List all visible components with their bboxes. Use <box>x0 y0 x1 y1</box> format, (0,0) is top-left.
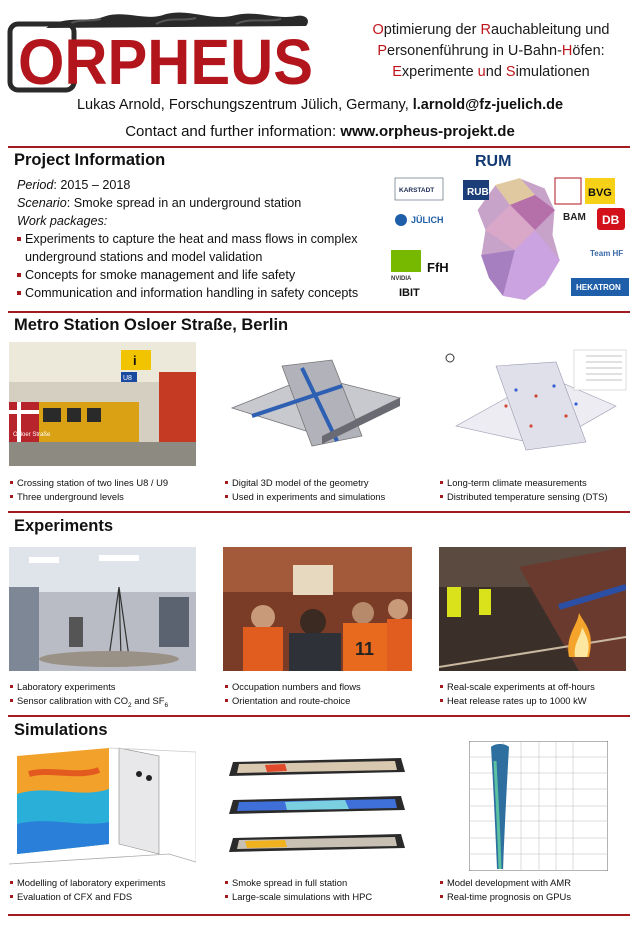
orpheus-logo <box>6 10 318 96</box>
title-line-1: Optimierung der Rauchableitung und <box>372 22 610 38</box>
crowd-photo <box>223 547 412 671</box>
simulations-caption-2 <box>225 876 425 903</box>
list-item: Digital 3D model of the geometry <box>225 476 425 490</box>
list-item: Sensor calibration with $CO_2$ and $SF_6$ <box>10 694 210 712</box>
partners-map <box>385 150 635 308</box>
rub-logo: RUB <box>467 187 489 198</box>
work-packages-label: Work packages: <box>17 214 108 228</box>
juelich-logo: JÜLICH <box>411 215 444 225</box>
list-item: Smoke spread in full station <box>225 876 425 890</box>
list-item: Evaluation of CFX and FDS <box>10 890 210 904</box>
list-item: Crossing station of two lines U8 / U9 <box>10 476 210 490</box>
list-item: Three underground levels <box>10 490 210 504</box>
lab-simulation-render <box>9 744 196 868</box>
ffh-logo: FfH <box>427 260 449 275</box>
author-line: Lukas Arnold, Forschungszentrum Jülich, Germany, l.arnold@fz-juelich.de <box>76 97 564 113</box>
list-item: Distributed temperature sensing (DTS) <box>440 490 640 504</box>
project-info-heading: Project Information <box>14 151 166 169</box>
laboratory-photo <box>9 547 196 671</box>
section-divider <box>8 146 630 148</box>
station-caption-2 <box>225 476 425 503</box>
simulations-heading: Simulations <box>14 721 108 739</box>
scenario-line: Scenario: Smoke spread in an underground station <box>17 196 302 210</box>
experiments-caption-2 <box>225 680 425 707</box>
list-item: Real-time prognosis on GPUs <box>440 890 640 904</box>
project-url[interactable]: www.orpheus-projekt.de <box>340 123 515 140</box>
experiments-caption-3 <box>440 680 640 707</box>
project-info-text <box>17 176 397 302</box>
period-line: Period: 2015 – 2018 <box>17 178 131 192</box>
station-heading: Metro Station Osloer Straße, Berlin <box>14 316 289 334</box>
experiments-heading: Experiments <box>14 517 114 535</box>
work-packages-list <box>17 230 397 302</box>
platform-photo <box>9 342 196 466</box>
list-item: Communication and information handling in safety concepts <box>17 284 397 302</box>
hekatron-logo: HEKATRON <box>576 283 621 292</box>
bvg-logo: BVG <box>588 187 612 199</box>
station-caption-1 <box>10 476 210 503</box>
ibit-logo: IBIT <box>399 287 420 299</box>
author-email[interactable]: l.arnold@fz-juelich.de <box>412 97 564 113</box>
list-item: Real-scale experiments at off-hours <box>440 680 640 694</box>
db-logo: DB <box>602 213 620 227</box>
experiments-caption-1 <box>10 680 210 712</box>
list-item: Long-term climate measurements <box>440 476 640 490</box>
title-line-3: Experimente und Simulationen <box>392 64 590 80</box>
list-item: Orientation and route-choice <box>225 694 425 708</box>
section-divider <box>8 914 630 916</box>
station-caption-3 <box>440 476 640 503</box>
sensor-layout-plan <box>436 346 632 460</box>
bam-logo: BAM <box>563 212 586 223</box>
list-item: Heat release rates up to 1000 kW <box>440 694 640 708</box>
nvidia-logo: NVIDIA <box>391 276 412 282</box>
u8-sign: U8 <box>123 375 132 382</box>
section-divider <box>8 511 630 513</box>
list-item: Laboratory experiments <box>10 680 210 694</box>
teamhf-logo: Team HF <box>590 249 624 258</box>
amr-simulation-render <box>469 741 608 871</box>
list-item: Experiments to capture the heat and mass flows in complex underground stations and model validation <box>17 230 397 266</box>
svg-text:ORPHEUS: ORPHEUS <box>18 26 313 96</box>
project-title <box>346 20 636 83</box>
section-divider <box>8 311 630 313</box>
list-item: Used in experiments and simulations <box>225 490 425 504</box>
poster-header <box>0 0 640 150</box>
simulations-caption-1 <box>10 876 210 903</box>
info-sign: i <box>133 353 137 368</box>
section-divider <box>8 715 630 717</box>
list-item: Large-scale simulations with HPC <box>225 890 425 904</box>
simulations-caption-3 <box>440 876 640 903</box>
contact-line: Contact and further information: www.orpheus-projekt.de <box>125 123 515 140</box>
fire-experiment-photo <box>439 547 626 671</box>
station-simulation-render <box>225 752 411 864</box>
station-name-sign: Osloer Straße <box>13 432 51 438</box>
rum-logo: RUM <box>475 153 512 170</box>
list-item: Concepts for smoke management and life safety <box>17 266 397 284</box>
vest-number: 11 <box>355 639 375 659</box>
karstadt-logo: KARSTADT <box>399 187 435 194</box>
list-item: Occupation numbers and flows <box>225 680 425 694</box>
station-3d-model <box>222 346 410 462</box>
list-item: Model development with AMR <box>440 876 640 890</box>
title-line-2: Personenführung in U-Bahn-Höfen: <box>377 43 605 59</box>
list-item: Modelling of laboratory experiments <box>10 876 210 890</box>
